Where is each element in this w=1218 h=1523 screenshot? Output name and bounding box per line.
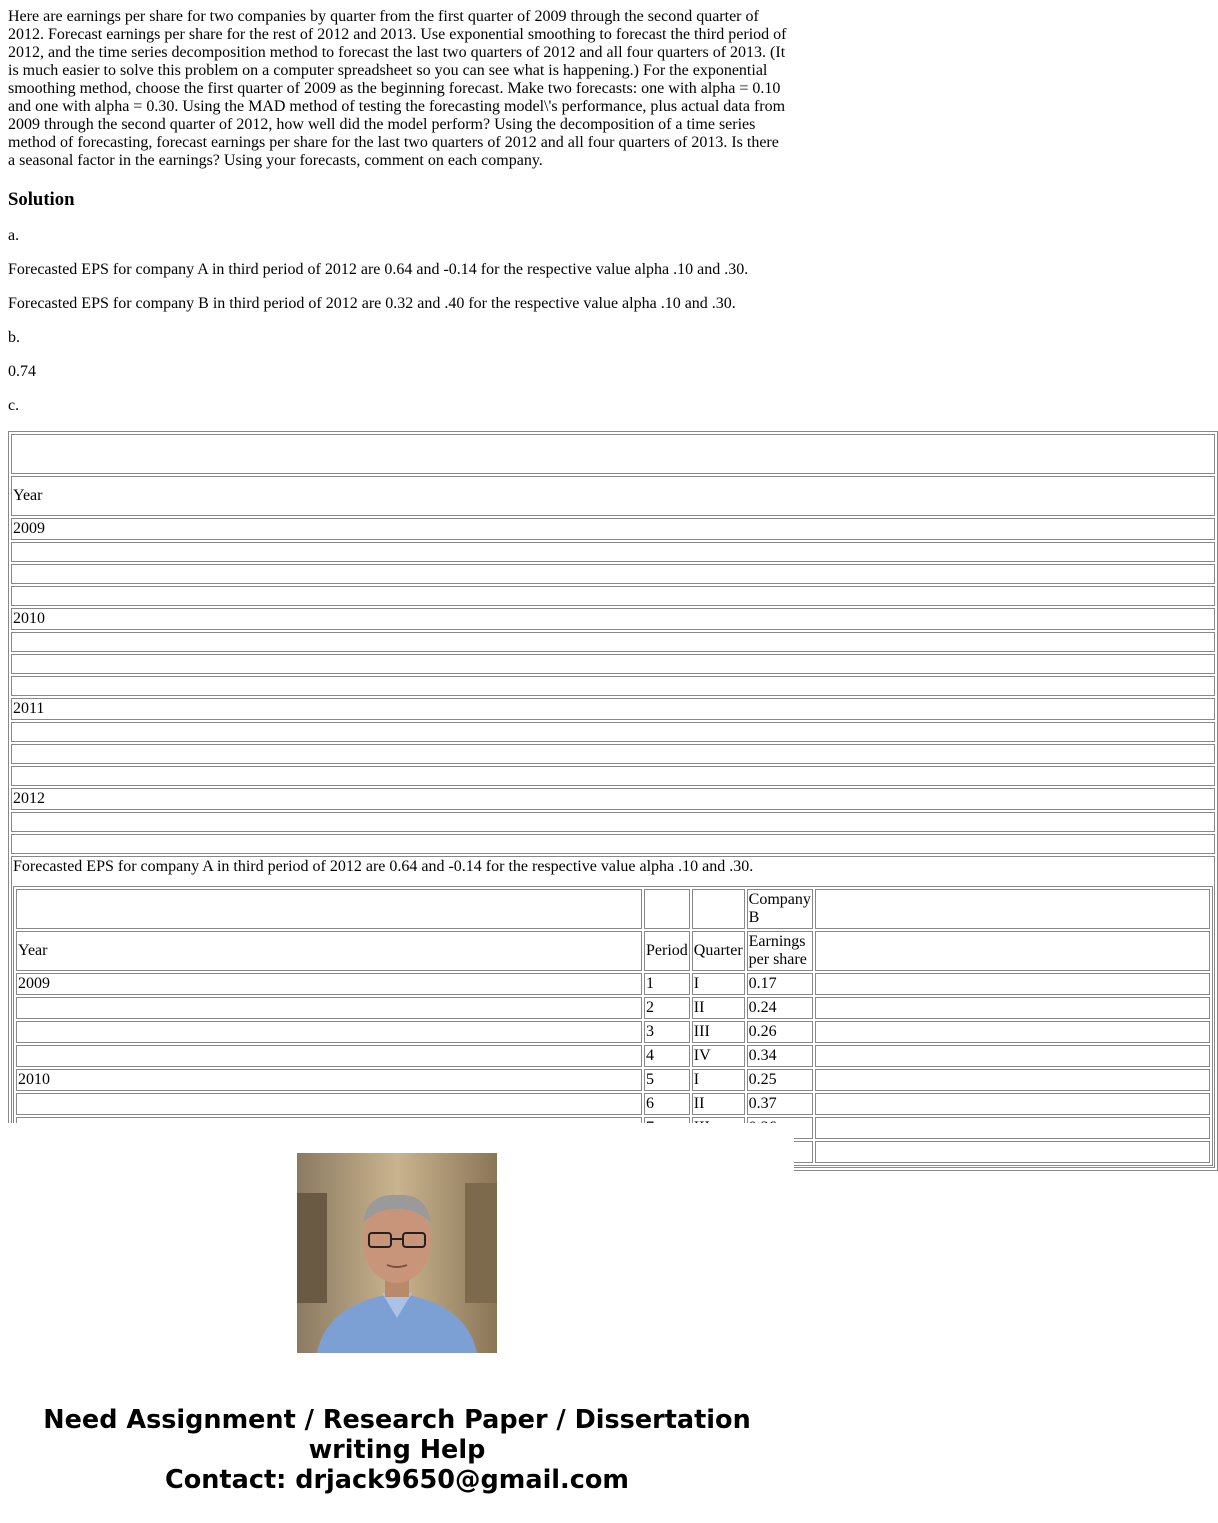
quarter-cell: II	[692, 1093, 745, 1115]
part-a-line-1: Forecasted EPS for company A in third period of 2012 are 0.64 and -0.14 for the respective value alpha .10 and .30.	[8, 261, 749, 278]
outer-year-cell	[11, 676, 1215, 696]
document-body	[8, 8, 811, 1123]
table-row	[16, 1045, 1210, 1067]
column-header: Period	[644, 931, 690, 971]
company-b-header: Company B	[747, 889, 813, 929]
quarter-cell: I	[692, 1069, 745, 1091]
inner-header-empty-cell	[815, 931, 1210, 971]
quarter-cell: III	[692, 1021, 745, 1043]
empty-cell	[815, 973, 1210, 995]
empty-cell	[815, 1093, 1210, 1115]
outer-year-cell	[11, 834, 1215, 854]
year-cell: 2009	[16, 973, 642, 995]
year-cell	[16, 1045, 642, 1067]
outer-year-cell	[11, 744, 1215, 764]
outer-year-cell: 2010	[11, 608, 1215, 630]
outer-header-empty-cell	[11, 434, 1215, 474]
outer-year-cell	[11, 586, 1215, 606]
outer-year-cell	[11, 812, 1215, 832]
solution-heading: Solution	[8, 189, 75, 210]
quarter-cell: II	[692, 997, 745, 1019]
outer-year-cell: 2012	[11, 788, 1215, 810]
year-cell	[16, 1093, 642, 1115]
outer-year-cell	[11, 632, 1215, 652]
promo-banner	[0, 1405, 794, 1495]
eps-cell: 0.37	[747, 1093, 813, 1115]
promo-section	[0, 1123, 794, 1523]
outer-year-cell	[11, 542, 1215, 562]
promo-line-2: writing Help	[308, 1435, 486, 1465]
inner-header-empty-cell	[692, 889, 745, 929]
empty-cell	[815, 1045, 1210, 1067]
outer-year-cell	[11, 654, 1215, 674]
period-cell: 4	[644, 1045, 690, 1067]
eps-cell: 0.24	[747, 997, 813, 1019]
empty-cell	[815, 1069, 1210, 1091]
question-text: Here are earnings per share for two companies by quarter from the first quarter of 2009 through the second quarter of 2012. Forecast earnings per share for the rest of 2012 and 2013. Use exponential smoothing to forecast the third period of 2012, and the time series decomposition method to forecast the last two quarters of 2012 and all four quarters of 2013. (It is much easier to solve this problem on a computer spreadsheet so you can see what is happening.) For the exponential smoothing method, choose the first quarter of 2009 as the beginning forecast. Make two forecasts: one with alpha = 0.10 and one with alpha = 0.30. Using the MAD method of testing the forecasting model\'s performance, plus actual data from 2009 through the second quarter of 2012, how well did the model perform? Using the decomposition of a time series method of forecasting, forecast earnings per share for the last two quarters of 2012 and all four quarters of 2013. Is there a seasonal factor in the earnings? Using your forecasts, comment on each company.	[8, 8, 787, 169]
outer-eps-table	[8, 431, 1218, 1171]
inner-header-empty-cell	[815, 889, 1210, 929]
inner-header-empty-cell	[16, 889, 642, 929]
column-header: Quarter	[692, 931, 745, 971]
outer-year-header: Year	[11, 476, 1215, 516]
part-c-label: c.	[8, 397, 20, 414]
outer-year-cell: 2011	[11, 698, 1215, 720]
period-cell: 6	[644, 1093, 690, 1115]
empty-cell	[815, 1117, 1210, 1139]
outer-year-cell: 2009	[11, 518, 1215, 540]
quarter-cell: I	[692, 973, 745, 995]
outer-year-cell	[11, 766, 1215, 786]
year-cell	[16, 1021, 642, 1043]
period-cell: 5	[644, 1069, 690, 1091]
table-row	[16, 1021, 1210, 1043]
promo-contact: Contact: drjack9650@gmail.com	[165, 1465, 629, 1495]
outer-note-text: Forecasted EPS for company A in third period of 2012 are 0.64 and -0.14 for the respective value alpha .10 and .30.	[13, 858, 754, 875]
table-row	[16, 1093, 1210, 1115]
column-header: Earnings per share	[747, 931, 813, 971]
eps-cell: 0.17	[747, 973, 813, 995]
period-cell: 3	[644, 1021, 690, 1043]
empty-cell	[815, 1141, 1210, 1163]
year-cell	[16, 997, 642, 1019]
year-cell: 2010	[16, 1069, 642, 1091]
column-header: Year	[16, 931, 642, 971]
quarter-cell: IV	[692, 1045, 745, 1067]
eps-cell: 0.25	[747, 1069, 813, 1091]
outer-year-cell	[11, 564, 1215, 584]
part-b-label: b.	[8, 329, 20, 346]
part-a-line-2: Forecasted EPS for company B in third period of 2012 are 0.32 and .40 for the respective value alpha .10 and .30.	[8, 295, 736, 312]
inner-header-empty-cell	[644, 889, 690, 929]
table-row	[16, 997, 1210, 1019]
period-cell: 2	[644, 997, 690, 1019]
outer-note-cell	[11, 856, 1215, 1168]
eps-cell: 0.34	[747, 1045, 813, 1067]
outer-year-cell	[11, 722, 1215, 742]
table-row	[16, 973, 1210, 995]
table-row	[16, 1069, 1210, 1091]
period-cell: 1	[644, 973, 690, 995]
promo-line-1: Need Assignment / Research Paper / Dissertation	[43, 1405, 751, 1435]
part-b-value: 0.74	[8, 363, 36, 380]
part-a-label: a.	[8, 227, 20, 244]
eps-cell: 0.26	[747, 1021, 813, 1043]
person-photo-icon	[297, 1153, 497, 1353]
empty-cell	[815, 1021, 1210, 1043]
empty-cell	[815, 997, 1210, 1019]
